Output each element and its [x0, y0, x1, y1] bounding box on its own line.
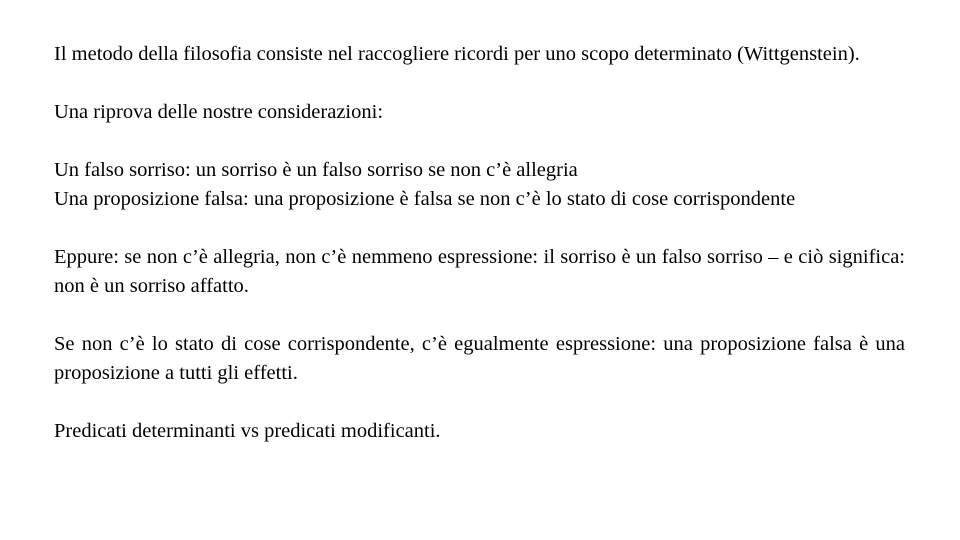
paragraph-spacer — [54, 388, 905, 417]
paragraph-spacer — [54, 301, 905, 330]
paragraph-corresponding-state: Se non c’è lo stato di cose corrispondente, c’è egualmente espressione: una proposizione falsa è una proposizione a tutti gli effetti. — [54, 333, 905, 384]
paragraph-proof-intro: Una riprova delle nostre considerazioni: — [54, 101, 384, 123]
paragraph-predicates: Predicati determinanti vs predicati modificanti. — [54, 420, 441, 442]
paragraph-false-smile: Un falso sorriso: un sorriso è un falso sorriso se non c’è allegria — [54, 159, 578, 181]
paragraph-spacer — [54, 214, 905, 243]
paragraph-false-proposition: Una proposizione falsa: una proposizione è falsa se non c’è lo stato di cose corrispondente — [54, 188, 796, 210]
slide-body — [54, 40, 905, 446]
paragraph-however: Eppure: se non c’è allegria, non c’è nemmeno espressione: il sorriso è un falso sorriso – e ciò significa: non è un sorriso affatto. — [54, 246, 905, 297]
paragraph-spacer — [54, 69, 905, 98]
paragraph-spacer — [54, 127, 905, 156]
paragraph-wittgenstein-method: Il metodo della filosofia consiste nel raccogliere ricordi per uno scopo determinato (Wittgenstein). — [54, 43, 860, 65]
